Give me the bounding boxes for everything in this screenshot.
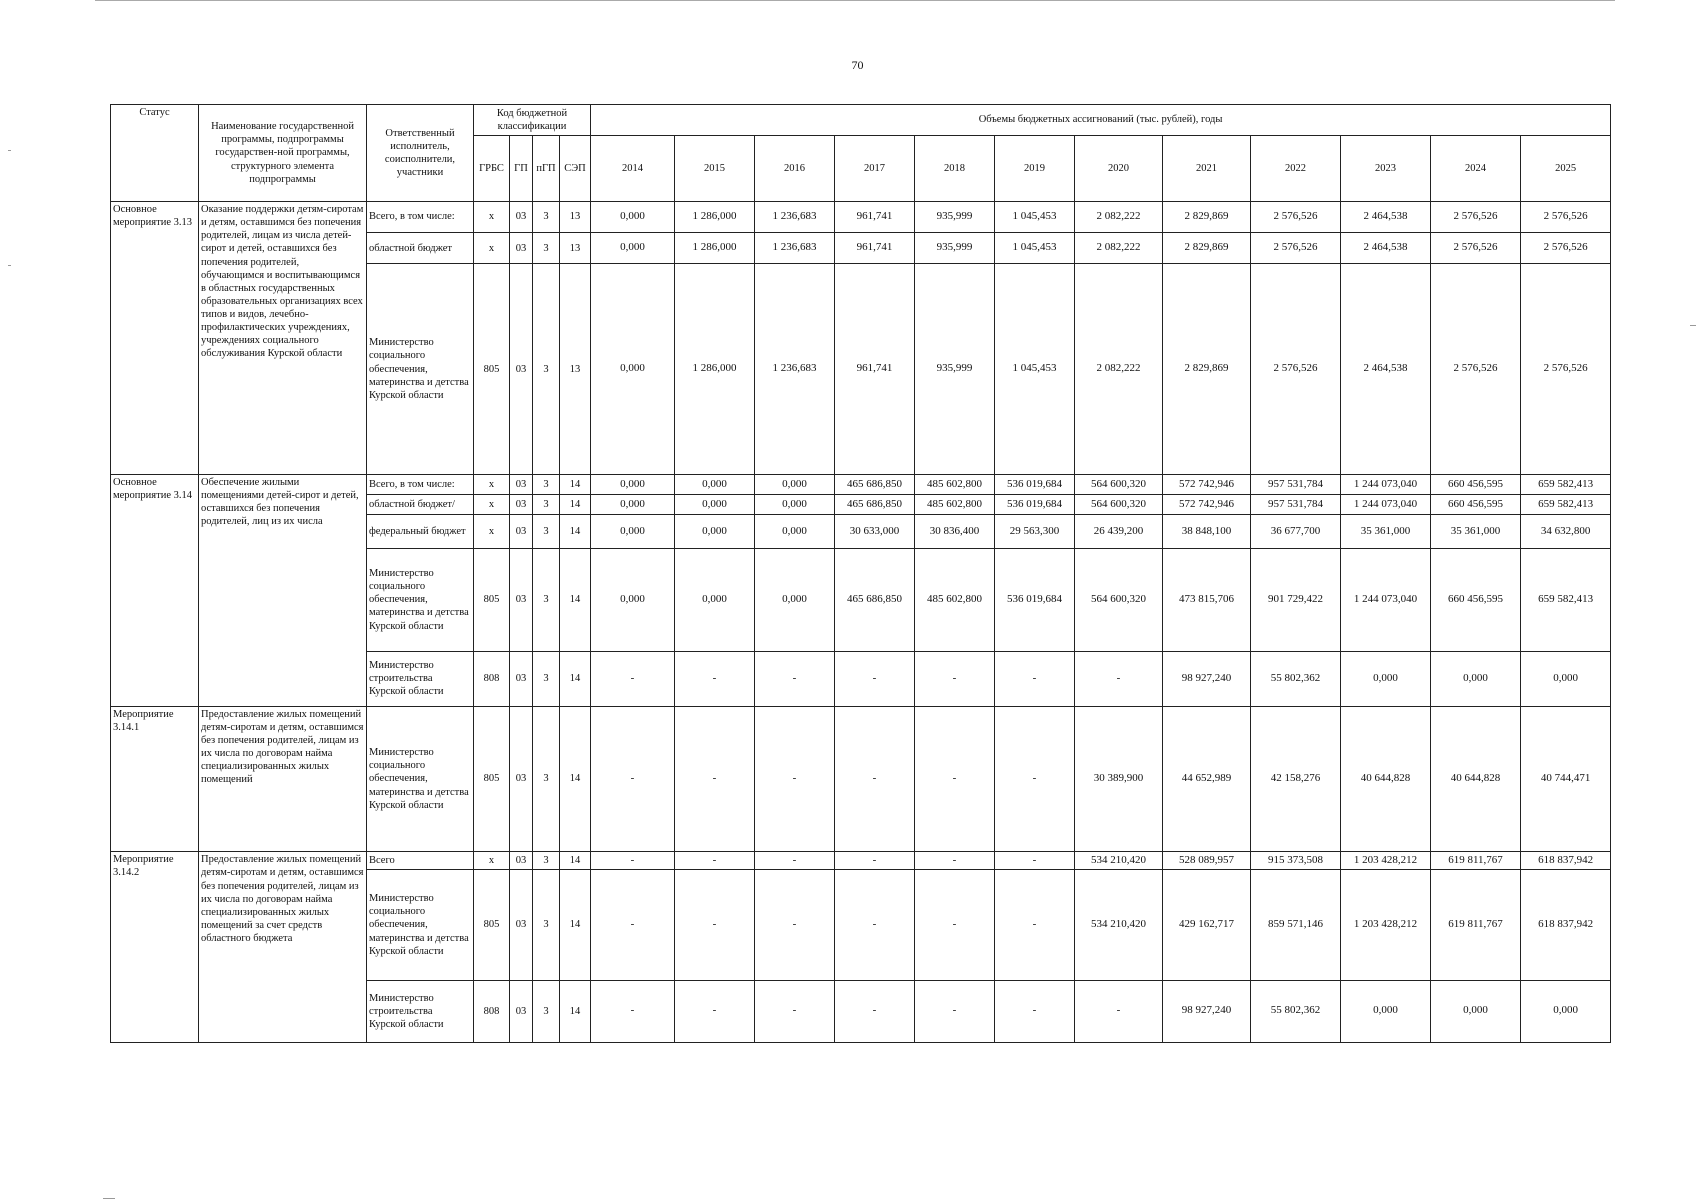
row-value: 465 686,850	[835, 474, 915, 494]
row-code: 13	[560, 202, 591, 233]
row-value: 485 602,800	[915, 495, 995, 515]
row-value: 0,000	[591, 495, 675, 515]
row-value: 536 019,684	[995, 495, 1075, 515]
row-value: 1 244 073,040	[1341, 495, 1431, 515]
row-value: 935,999	[915, 264, 995, 475]
row-value: 619 811,767	[1431, 870, 1521, 980]
row-code: x	[474, 474, 510, 494]
row-value: 564 600,320	[1075, 549, 1163, 651]
row-value: 534 210,420	[1075, 852, 1163, 870]
row-value: 0,000	[591, 515, 675, 549]
scan-mark	[1690, 325, 1696, 326]
row-value: 915 373,508	[1251, 852, 1341, 870]
row-code: 3	[533, 495, 560, 515]
header-year: 2021	[1163, 136, 1251, 202]
row-value: -	[995, 651, 1075, 706]
row-code: 14	[560, 706, 591, 852]
row-value: 2 576,526	[1521, 233, 1611, 264]
row-value: 0,000	[675, 549, 755, 651]
row-value: 619 811,767	[1431, 852, 1521, 870]
row-code: 805	[474, 264, 510, 475]
header-year: 2023	[1341, 136, 1431, 202]
header-year: 2024	[1431, 136, 1521, 202]
row-responsible: Министерство строительства Курской области	[367, 980, 474, 1042]
row-code: 03	[510, 706, 533, 852]
row-value: 1 286,000	[675, 233, 755, 264]
row-code: 13	[560, 233, 591, 264]
row-status: Основное мероприятие 3.13	[111, 202, 199, 475]
row-value: 0,000	[1521, 651, 1611, 706]
row-name: Оказание поддержки детям-сиротам и детям, оставшимся без попечения родителей, лицам из числа детей-сирот и детей, оставшихся без попечения родителей, обучающимся и воспитывающимся в областных государственных образовательных организациях всех типов и видов, лечебно-профилактических учреждениях, учреждениях социального обслуживания Курской области	[199, 202, 367, 475]
row-value: 44 652,989	[1163, 706, 1251, 852]
table-row	[111, 852, 1611, 870]
row-value: -	[591, 651, 675, 706]
header-year: 2015	[675, 136, 755, 202]
row-value: 40 644,828	[1341, 706, 1431, 852]
row-code: 805	[474, 706, 510, 852]
row-code: x	[474, 495, 510, 515]
row-value: 0,000	[591, 202, 675, 233]
row-value: 1 286,000	[675, 202, 755, 233]
row-value: 1 236,683	[755, 202, 835, 233]
row-value: 659 582,413	[1521, 495, 1611, 515]
row-value: 572 742,946	[1163, 474, 1251, 494]
row-value: 536 019,684	[995, 549, 1075, 651]
header-code-col: ГРБС	[474, 136, 510, 202]
row-name: Предоставление жилых помещений детям-сиротам и детям, оставшимся без попечения родителей, лицам из их числа по договорам найма специализированных жилых помещений	[199, 706, 367, 852]
row-value: 38 848,100	[1163, 515, 1251, 549]
row-code: 3	[533, 706, 560, 852]
row-value: -	[675, 651, 755, 706]
row-value: 0,000	[591, 233, 675, 264]
row-value: 0,000	[1431, 651, 1521, 706]
row-code: 14	[560, 474, 591, 494]
row-value: 1 244 073,040	[1341, 549, 1431, 651]
row-value: 40 744,471	[1521, 706, 1611, 852]
header-year: 2020	[1075, 136, 1163, 202]
row-responsible: областной бюджет/	[367, 495, 474, 515]
row-value: -	[835, 852, 915, 870]
row-code: 805	[474, 549, 510, 651]
row-code: 03	[510, 852, 533, 870]
header-year: 2016	[755, 136, 835, 202]
row-value: -	[1075, 980, 1163, 1042]
row-value: 859 571,146	[1251, 870, 1341, 980]
row-code: x	[474, 233, 510, 264]
row-value: -	[675, 870, 755, 980]
row-value: 34 632,800	[1521, 515, 1611, 549]
row-value: -	[591, 980, 675, 1042]
row-value: 2 082,222	[1075, 264, 1163, 475]
row-responsible: Всего, в том числе:	[367, 474, 474, 494]
row-value: 2 576,526	[1431, 264, 1521, 475]
row-value: 2 576,526	[1431, 233, 1521, 264]
row-value: -	[995, 980, 1075, 1042]
header-volumes: Объемы бюджетных ассигнований (тыс. рублей), годы	[591, 105, 1611, 136]
row-value: 957 531,784	[1251, 495, 1341, 515]
row-value: 485 602,800	[915, 549, 995, 651]
row-value: -	[755, 706, 835, 852]
row-value: 1 286,000	[675, 264, 755, 475]
row-status: Основное мероприятие 3.14	[111, 474, 199, 706]
row-value: 0,000	[675, 474, 755, 494]
row-code: x	[474, 515, 510, 549]
row-code: x	[474, 202, 510, 233]
row-value: 2 576,526	[1431, 202, 1521, 233]
row-value: -	[915, 852, 995, 870]
row-value: 0,000	[755, 515, 835, 549]
row-value: 618 837,942	[1521, 870, 1611, 980]
row-value: 0,000	[755, 495, 835, 515]
header-year: 2017	[835, 136, 915, 202]
row-value: 1 244 073,040	[1341, 474, 1431, 494]
row-value: 935,999	[915, 233, 995, 264]
row-code: 3	[533, 233, 560, 264]
row-value: 2 464,538	[1341, 202, 1431, 233]
row-value: -	[915, 651, 995, 706]
row-value: -	[755, 870, 835, 980]
row-value: 0,000	[1521, 980, 1611, 1042]
scan-mark	[8, 150, 11, 151]
header-name: Наименование государственной программы, подпрограммы государствен-ной программы, структурного элемента подпрограммы	[199, 105, 367, 202]
row-value: 534 210,420	[1075, 870, 1163, 980]
row-code: 3	[533, 202, 560, 233]
row-value: 29 563,300	[995, 515, 1075, 549]
row-value: 473 815,706	[1163, 549, 1251, 651]
row-code: 03	[510, 515, 533, 549]
row-value: 30 633,000	[835, 515, 915, 549]
row-code: 3	[533, 980, 560, 1042]
row-code: 14	[560, 549, 591, 651]
row-status: Мероприятие 3.14.1	[111, 706, 199, 852]
header-year: 2014	[591, 136, 675, 202]
row-code: 03	[510, 549, 533, 651]
row-code: 805	[474, 870, 510, 980]
row-value: -	[835, 870, 915, 980]
row-code: x	[474, 852, 510, 870]
scan-mark	[8, 265, 11, 266]
row-value: 465 686,850	[835, 495, 915, 515]
header-year: 2018	[915, 136, 995, 202]
row-code: 03	[510, 474, 533, 494]
row-value: 659 582,413	[1521, 549, 1611, 651]
row-responsible: областной бюджет	[367, 233, 474, 264]
row-responsible: Министерство строительства Курской области	[367, 651, 474, 706]
table-row	[111, 706, 1611, 852]
row-value: 429 162,717	[1163, 870, 1251, 980]
row-code: 14	[560, 980, 591, 1042]
row-value: 935,999	[915, 202, 995, 233]
row-value: 55 802,362	[1251, 651, 1341, 706]
row-value: -	[755, 980, 835, 1042]
row-code: 13	[560, 264, 591, 475]
row-value: 0,000	[591, 264, 675, 475]
row-value: 1 203 428,212	[1341, 870, 1431, 980]
row-responsible: Министерство социального обеспечения, материнства и детства Курской области	[367, 264, 474, 475]
row-responsible: Всего, в том числе:	[367, 202, 474, 233]
row-value: 35 361,000	[1341, 515, 1431, 549]
row-value: 26 439,200	[1075, 515, 1163, 549]
row-value: 1 203 428,212	[1341, 852, 1431, 870]
row-value: 2 829,869	[1163, 233, 1251, 264]
header-status: Статус	[111, 105, 199, 202]
row-value: 0,000	[755, 549, 835, 651]
row-code: 808	[474, 651, 510, 706]
row-value: 1 045,453	[995, 264, 1075, 475]
row-value: 55 802,362	[1251, 980, 1341, 1042]
row-value: -	[591, 706, 675, 852]
row-value: -	[915, 980, 995, 1042]
row-value: 0,000	[675, 495, 755, 515]
row-code: 3	[533, 870, 560, 980]
table-row	[111, 202, 1611, 233]
row-value: 42 158,276	[1251, 706, 1341, 852]
row-value: 0,000	[755, 474, 835, 494]
row-value: -	[675, 980, 755, 1042]
budget-table-body	[111, 202, 1611, 1043]
row-value: 2 464,538	[1341, 264, 1431, 475]
row-value: -	[835, 651, 915, 706]
table-row	[111, 474, 1611, 494]
row-status: Мероприятие 3.14.2	[111, 852, 199, 1043]
row-value: 2 576,526	[1251, 233, 1341, 264]
row-responsible: Министерство социального обеспечения, материнства и детства Курской области	[367, 706, 474, 852]
row-value: 2 576,526	[1521, 264, 1611, 475]
row-code: 03	[510, 202, 533, 233]
row-value: 961,741	[835, 202, 915, 233]
row-code: 14	[560, 852, 591, 870]
row-responsible: Всего	[367, 852, 474, 870]
row-value: 1 236,683	[755, 264, 835, 475]
row-value: 961,741	[835, 233, 915, 264]
row-name: Предоставление жилых помещений детям-сиротам и детям, оставшимся без попечения родителей, лицам из их числа по договорам найма специализированных жилых помещений за счет средств областного бюджета	[199, 852, 367, 1043]
row-value: -	[915, 870, 995, 980]
row-value: -	[591, 852, 675, 870]
row-value: 30 389,900	[1075, 706, 1163, 852]
row-value: 660 456,595	[1431, 474, 1521, 494]
row-code: 14	[560, 495, 591, 515]
row-code: 3	[533, 651, 560, 706]
row-code: 03	[510, 495, 533, 515]
row-value: 1 045,453	[995, 233, 1075, 264]
row-value: 0,000	[591, 474, 675, 494]
row-value: -	[755, 852, 835, 870]
header-budget-code: Код бюджетной классификации	[474, 105, 591, 136]
row-responsible: федеральный бюджет	[367, 515, 474, 549]
row-value: 536 019,684	[995, 474, 1075, 494]
row-value: 1 236,683	[755, 233, 835, 264]
row-value: -	[675, 852, 755, 870]
row-value: 2 829,869	[1163, 202, 1251, 233]
row-value: 2 576,526	[1521, 202, 1611, 233]
row-code: 03	[510, 233, 533, 264]
header-year: 2022	[1251, 136, 1341, 202]
row-value: 1 045,453	[995, 202, 1075, 233]
row-value: -	[995, 852, 1075, 870]
row-value: 618 837,942	[1521, 852, 1611, 870]
header-code-col: СЭП	[560, 136, 591, 202]
header-year: 2019	[995, 136, 1075, 202]
row-code: 03	[510, 870, 533, 980]
row-value: 2 829,869	[1163, 264, 1251, 475]
row-value: -	[995, 870, 1075, 980]
row-value: -	[755, 651, 835, 706]
row-value: 660 456,595	[1431, 549, 1521, 651]
row-responsible: Министерство социального обеспечения, материнства и детства Курской области	[367, 870, 474, 980]
scan-top-edge	[95, 0, 1615, 1]
row-value: -	[915, 706, 995, 852]
row-value: 564 600,320	[1075, 474, 1163, 494]
row-value: 660 456,595	[1431, 495, 1521, 515]
row-code: 14	[560, 651, 591, 706]
row-value: -	[995, 706, 1075, 852]
row-value: 0,000	[591, 549, 675, 651]
row-code: 03	[510, 980, 533, 1042]
row-name: Обеспечение жилыми помещениями детей-сирот и детей, оставшихся без попечения родителей, лиц из их числа	[199, 474, 367, 706]
header-code-col: ГП	[510, 136, 533, 202]
row-code: 3	[533, 264, 560, 475]
row-value: -	[1075, 651, 1163, 706]
scan-mark	[103, 1198, 115, 1199]
row-code: 3	[533, 474, 560, 494]
row-value: -	[591, 870, 675, 980]
header-code-col: пГП	[533, 136, 560, 202]
row-code: 03	[510, 264, 533, 475]
row-code: 03	[510, 651, 533, 706]
row-value: 2 082,222	[1075, 233, 1163, 264]
row-responsible: Министерство социального обеспечения, материнства и детства Курской области	[367, 549, 474, 651]
row-value: 2 576,526	[1251, 202, 1341, 233]
row-value: -	[835, 706, 915, 852]
row-value: 564 600,320	[1075, 495, 1163, 515]
row-value: 36 677,700	[1251, 515, 1341, 549]
row-value: 98 927,240	[1163, 651, 1251, 706]
row-value: 465 686,850	[835, 549, 915, 651]
row-value: 98 927,240	[1163, 980, 1251, 1042]
budget-table	[110, 104, 1611, 1043]
header-year: 2025	[1521, 136, 1611, 202]
row-value: 2 576,526	[1251, 264, 1341, 475]
row-value: 957 531,784	[1251, 474, 1341, 494]
row-value: 485 602,800	[915, 474, 995, 494]
row-code: 3	[533, 549, 560, 651]
row-value: 961,741	[835, 264, 915, 475]
row-value: -	[835, 980, 915, 1042]
row-value: 0,000	[1341, 980, 1431, 1042]
row-value: 30 836,400	[915, 515, 995, 549]
page-number: 70	[851, 58, 864, 72]
row-code: 3	[533, 515, 560, 549]
row-value: 901 729,422	[1251, 549, 1341, 651]
row-value: 2 464,538	[1341, 233, 1431, 264]
row-value: 528 089,957	[1163, 852, 1251, 870]
row-value: 0,000	[1431, 980, 1521, 1042]
row-value: 40 644,828	[1431, 706, 1521, 852]
row-code: 14	[560, 515, 591, 549]
row-code: 3	[533, 852, 560, 870]
row-value: -	[675, 706, 755, 852]
row-value: 572 742,946	[1163, 495, 1251, 515]
row-value: 0,000	[675, 515, 755, 549]
row-code: 808	[474, 980, 510, 1042]
row-code: 14	[560, 870, 591, 980]
row-value: 35 361,000	[1431, 515, 1521, 549]
row-value: 0,000	[1341, 651, 1431, 706]
header-responsible: Ответственный исполнитель, соисполнители, участники	[367, 105, 474, 202]
row-value: 2 082,222	[1075, 202, 1163, 233]
row-value: 659 582,413	[1521, 474, 1611, 494]
